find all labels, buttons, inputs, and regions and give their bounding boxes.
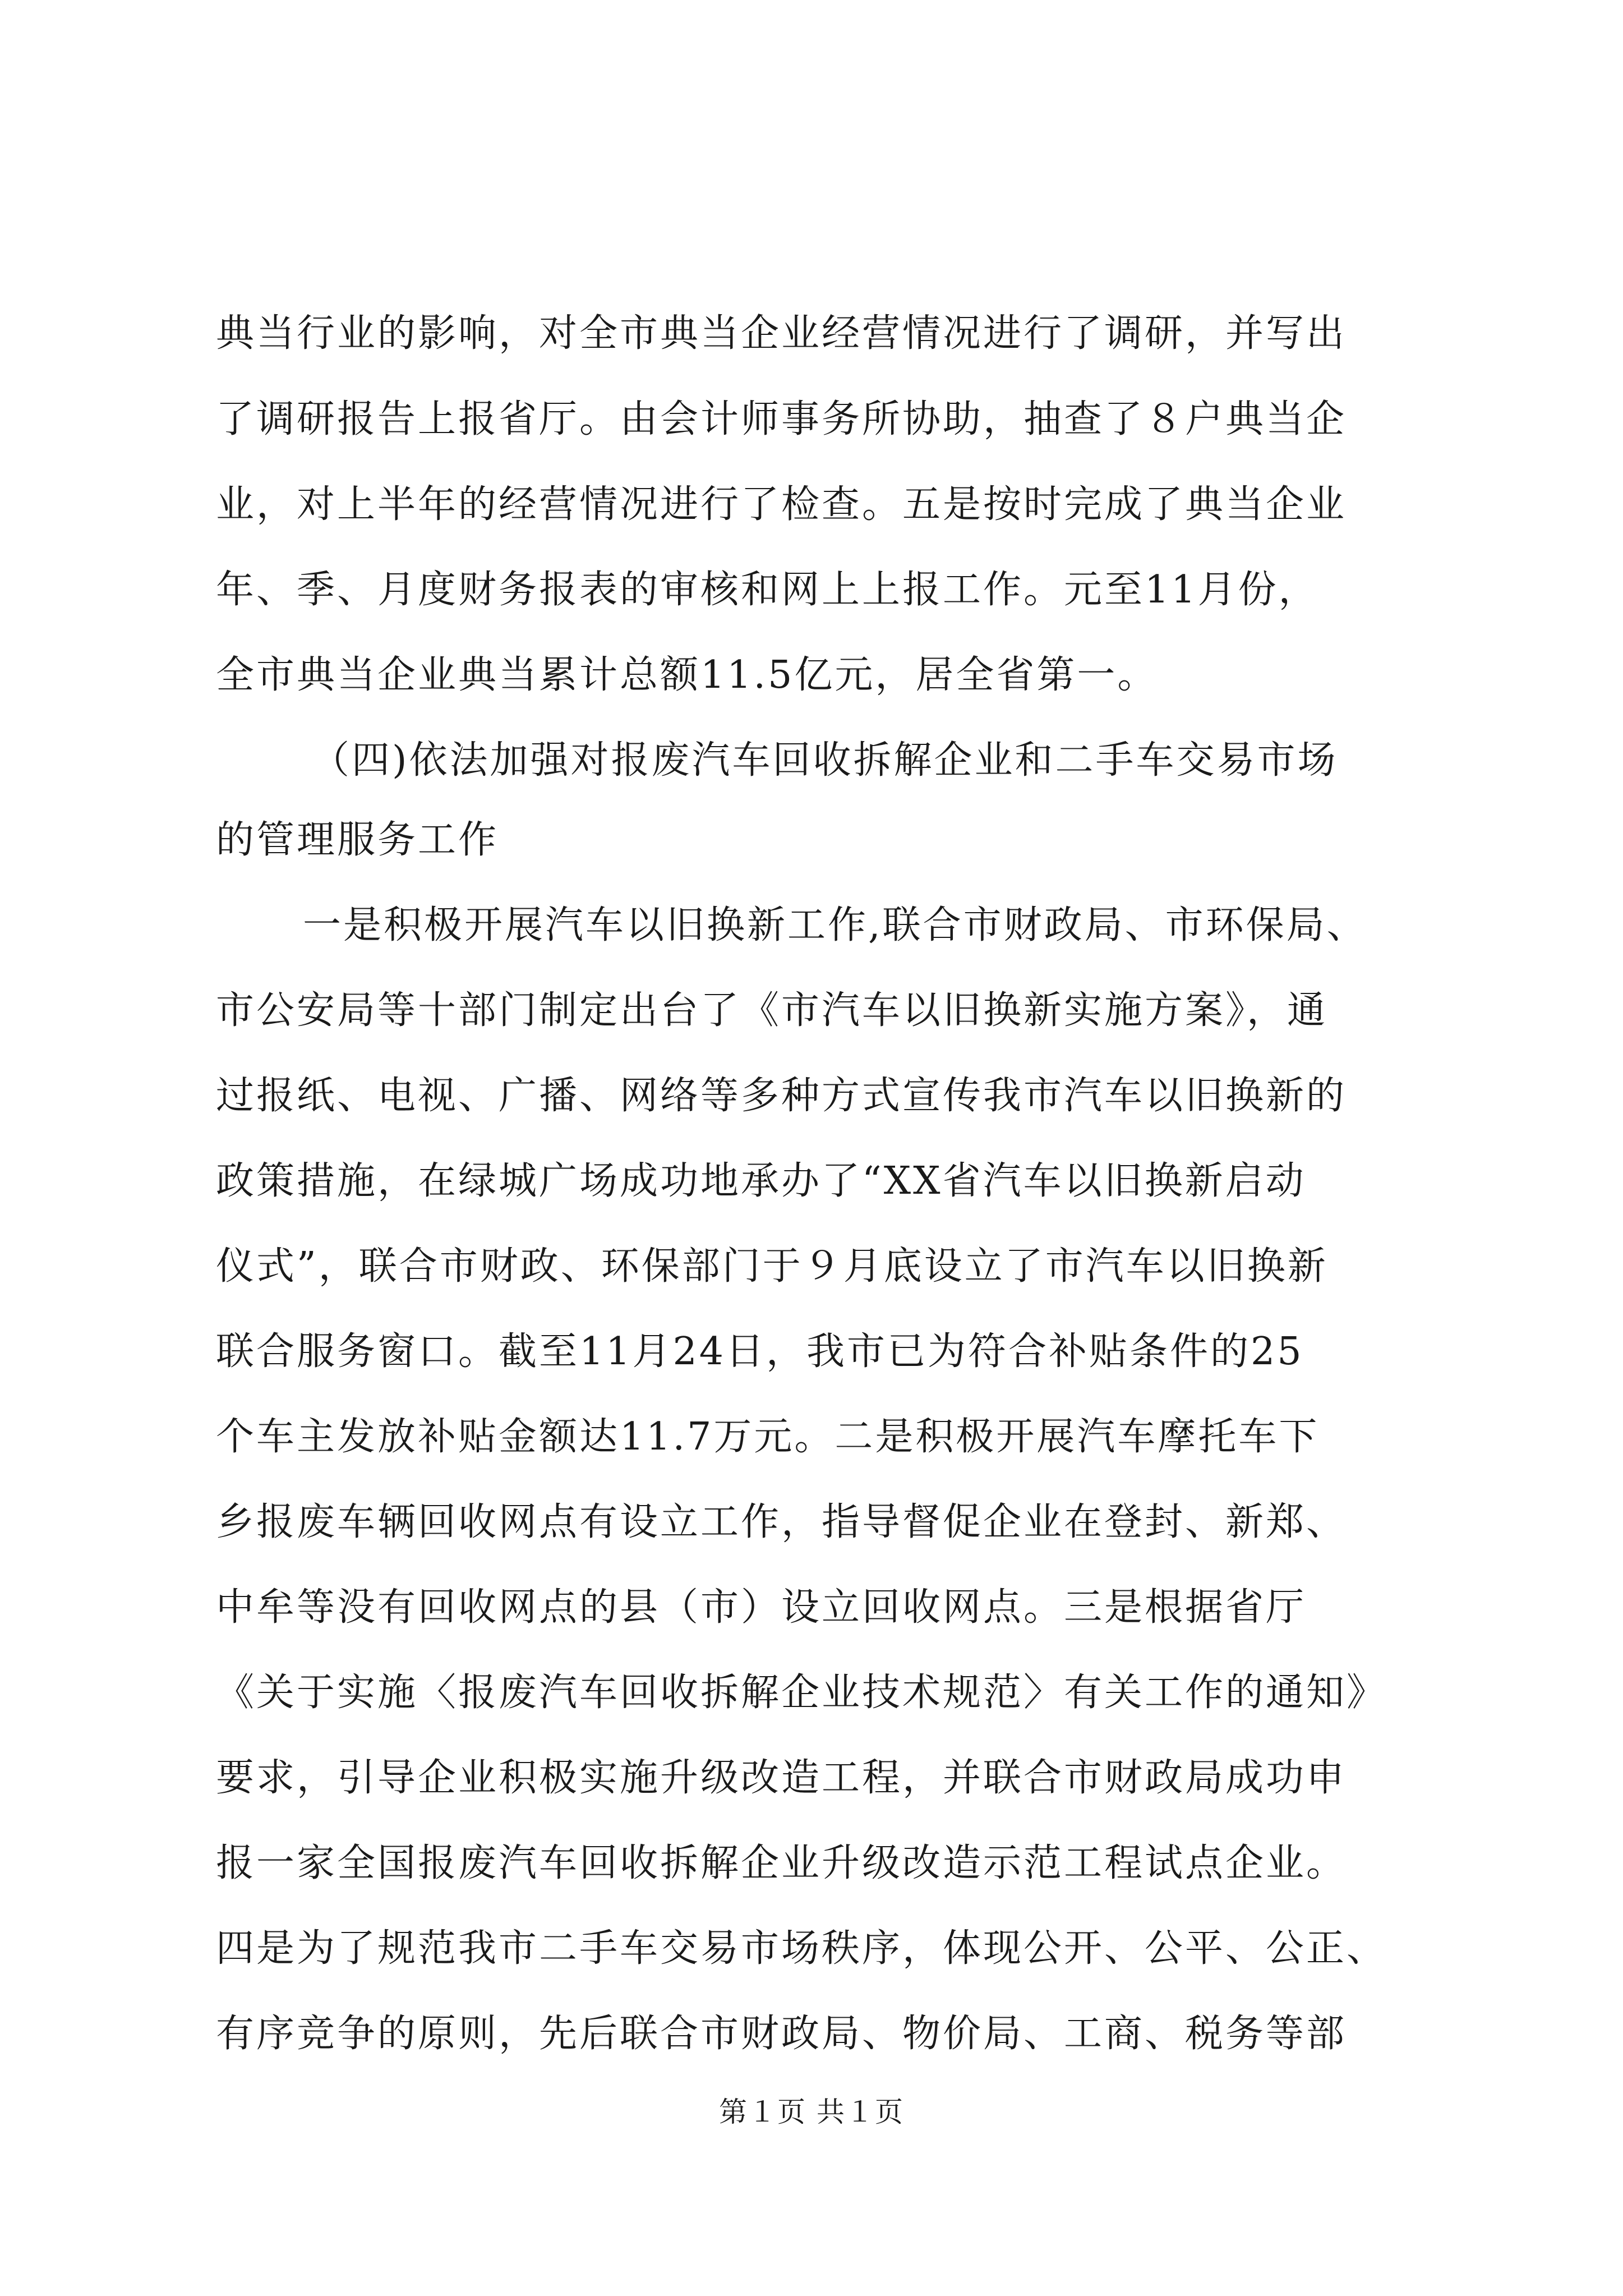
body-line: 典当行业的影响，对全市典当企业经营情况进行了调研，并写出 <box>216 311 1347 356</box>
body-line: 业，对上半年的经营情况进行了检查。五是按时完成了典当企业 <box>216 482 1347 527</box>
body-line: 要求，引导企业积极实施升级改造工程，并联合市财政局成功申 <box>216 1756 1347 1800</box>
body-line: 联合服务窗口。截至11月24日，我市已为符合补贴条件的25 <box>216 1329 1304 1374</box>
body-line: 全市典当企业典当累计总额11.5亿元，居全省第一。 <box>216 653 1158 697</box>
body-line: 有序竞争的原则，先后联合市财政局、物价局、工商、税务等部 <box>216 2012 1347 2056</box>
body-line: 乡报废车辆回收网点有设立工作，指导督促企业在登封、新郑、 <box>216 1500 1347 1544</box>
body-line: 报一家全国报废汽车回收拆解企业升级改造示范工程试点企业。 <box>216 1841 1347 1885</box>
section-heading: （四)依法加强对报废汽车回收拆解企业和二手车交易市场 <box>311 738 1338 783</box>
body-line: 过报纸、电视、广播、网络等多种方式宣传我市汽车以旧换新的 <box>216 1074 1347 1118</box>
page-footer: 第１页 共１页 <box>719 2096 904 2128</box>
body-line: 市公安局等十部门制定出台了《市汽车以旧换新实施方案》，通 <box>216 988 1328 1033</box>
body-line: 政策措施，在绿城广场成功地承办了“XX省汽车以旧换新启动 <box>216 1159 1306 1203</box>
body-line: 年、季、月度财务报表的审核和网上上报工作。元至11月份， <box>216 568 1319 612</box>
body-line: 个车主发放补贴金额达11.7万元。二是积极开展汽车摩托车下 <box>216 1415 1320 1459</box>
section-heading-continued: 的管理服务工作 <box>216 818 499 862</box>
body-line: 中牟等没有回收网点的县（市）设立回收网点。三是根据省厅 <box>216 1585 1307 1630</box>
body-line: 一是积极开展汽车以旧换新工作,联合市财政局、市环保局、 <box>303 903 1367 947</box>
body-line: 《关于实施〈报废汽车回收拆解企业技术规范〉有关工作的通知》 <box>216 1671 1387 1715</box>
body-line: 仪式”，联合市财政、环保部门于９月底设立了市汽车以旧换新 <box>216 1244 1328 1289</box>
body-line: 了调研报告上报省厅。由会计师事务所协助，抽查了８户典当企 <box>216 397 1347 441</box>
body-line: 四是为了规范我市二手车交易市场秩序，体现公开、公平、公正、 <box>216 1926 1387 1971</box>
